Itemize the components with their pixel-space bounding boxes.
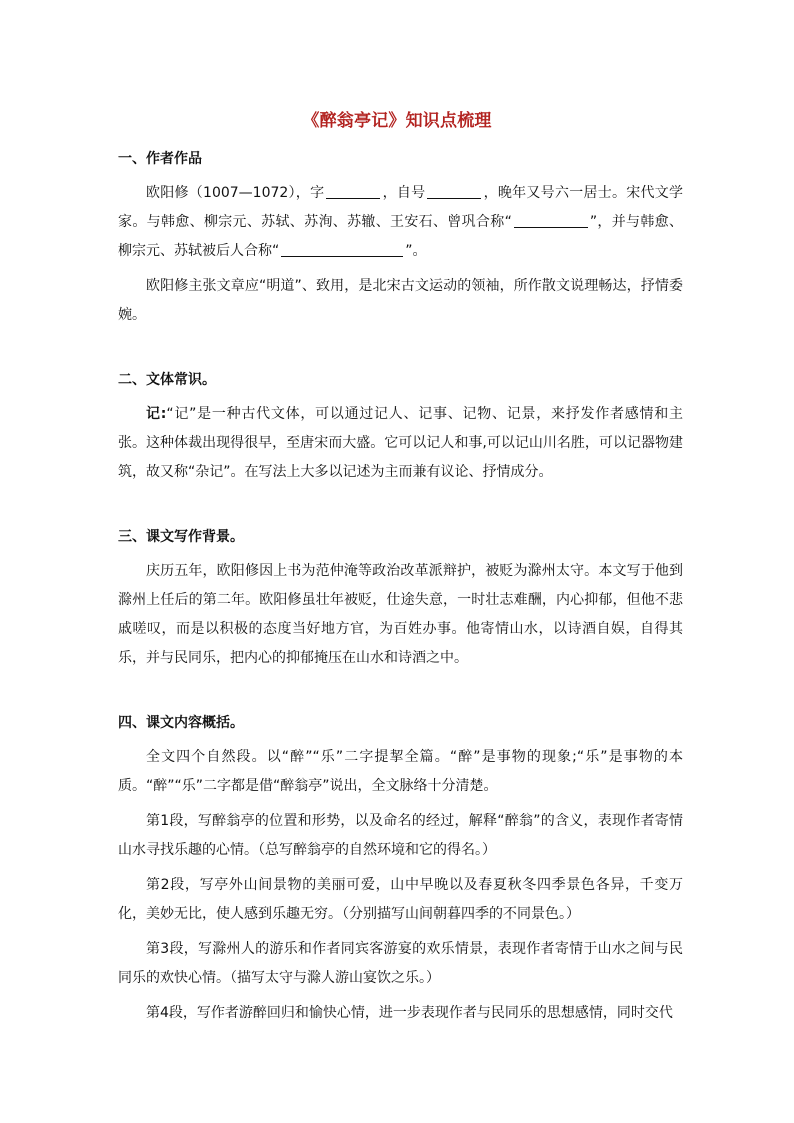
genre-paragraph [118, 400, 683, 487]
summary-paragraph-3: 第2段，写亭外山间景物的美丽可爱，山中早晚以及春夏秋冬四季景色各异，千变万化，美妙无比，使人感到乐趣无穷。（分别描写山间朝暮四季的不同景色。） [118, 877, 683, 922]
section-summary [118, 709, 683, 1028]
text-segment: ”。 [405, 243, 427, 259]
text-segment: ”，并与韩愈、柳宗元、苏轼被后人合称“ [118, 214, 683, 259]
section-spacer [118, 487, 683, 523]
section-heading: 四、课文内容概括。 [118, 715, 244, 731]
section-heading: 一、作者作品 [118, 151, 202, 167]
fill-blank-art-name[interactable] [427, 184, 481, 199]
section-background [118, 523, 683, 673]
fill-blank-group-name[interactable] [514, 213, 588, 228]
author-paragraph [118, 179, 683, 266]
background-paragraph: 庆历五年，欧阳修因上书为范仲淹等政治改革派辩护，被贬为滁州太守。本文写于他到滁州上任后的第二年。欧阳修虽壮年被贬，仕途失意，一时壮志难酬，内心抑郁，但他不悲戚嗟叹，而是以积极的态度当好地方官，为百姓办事。他寄情山水，以诗酒自娱，自得其乐，并与民同乐，把内心的抑郁掩压在山水和诗酒之中。 [118, 563, 683, 666]
fill-blank-courtesy-name[interactable] [326, 184, 380, 199]
text-segment: 欧阳修（1007—1072），字 [146, 185, 325, 201]
fill-blank-four-masters[interactable] [281, 242, 403, 257]
document-body [118, 145, 683, 1028]
author-paragraph-2: 欧阳修主张文章应“明道”、致用，是北宋古文运动的领袖，所作散文说理畅达，抒情委婉。 [118, 278, 683, 323]
document-title: 《醉翁亭记》知识点梳理 [302, 111, 492, 131]
section-genre [118, 366, 683, 487]
section-author-works [118, 145, 683, 330]
summary-paragraph-5: 第4段，写作者游醉回归和愉快心情，进一步表现作者与民同乐的思想感情，同时交代 [146, 1005, 673, 1021]
section-spacer [118, 330, 683, 366]
section-heading: 三、课文写作背景。 [118, 529, 244, 545]
text-segment: “记”是一种古代文体，可以通过记人、记事、记物、记景，来抒发作者感情和主张。这种体裁出现得很早，至唐宋而大盛。它可以记人和事,可以记山川名胜，可以记器物建筑，故又称“杂记”。在写法上大多以记述为主而兼有议论、抒情成分。 [118, 406, 683, 480]
summary-paragraph-2: 第1段，写醉翁亭的位置和形势，以及命名的经过，解释“醉翁”的含义，表现作者寄情山水寻找乐趣的心情。（总写醉翁亭的自然环境和它的得名。） [118, 813, 683, 858]
summary-paragraph-1: 全文四个自然段。以“醉”“乐”二字提挈全篇。“醉”是事物的现象;“乐”是事物的本质。“醉”“乐”二字都是借“醉翁亭”说出，全文脉络十分清楚。 [118, 749, 683, 794]
summary-paragraph-4: 第3段，写滁州人的游乐和作者同宾客游宴的欢乐情景，表现作者寄情于山水之间与民同乐的欢快心情。（描写太守与滁人游山宴饮之乐。） [118, 941, 683, 986]
section-spacer [118, 673, 683, 709]
text-segment: ，自号 [382, 185, 426, 201]
text-segment: ，晚年又号六一居士。宋代文学家。与韩愈、柳宗元、苏轼、苏洵、苏辙、王安石、曾巩合称“ [118, 185, 684, 230]
genre-label: 记: [146, 406, 167, 422]
section-heading: 二、文体常识。 [118, 372, 216, 388]
